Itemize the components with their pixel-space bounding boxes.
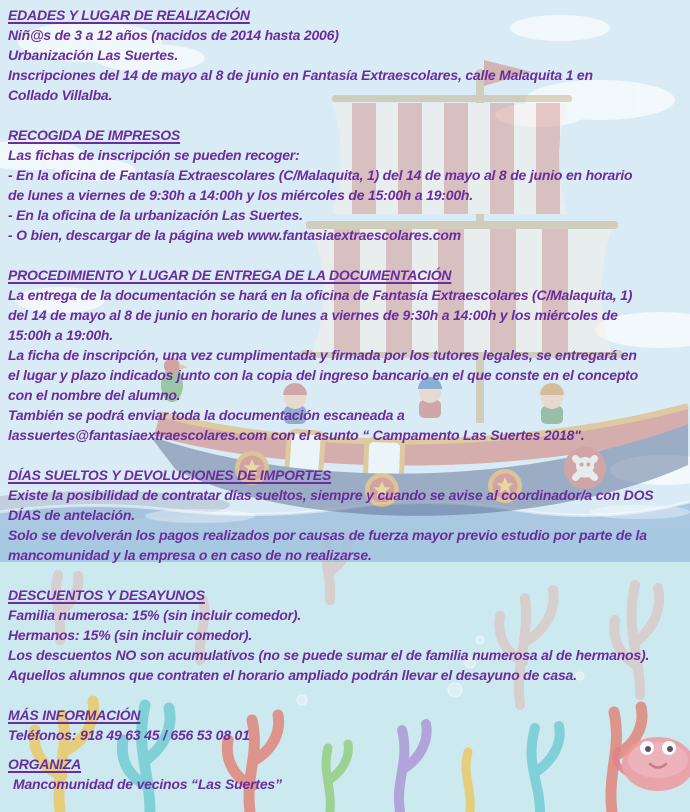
text-line: Niñ@s de 3 a 12 años (nacidos de 2014 hasta 2006) (8, 27, 339, 43)
section-heading: MÁS INFORMACIÓN (8, 707, 141, 723)
section-mas-informacion (8, 705, 682, 745)
text-line: Collado Villalba. (8, 87, 113, 103)
section-dias-sueltos-devoluciones (8, 465, 682, 565)
text-line: Existe la posibilidad de contratar días sueltos, siempre y cuando se avise al coordinador/a con DOS (8, 487, 654, 503)
email-address-line: lassuertes@fantasiaextraescolares.com con el asunto “ Campamento Las Suertes 2018". (8, 427, 585, 443)
section-organiza (8, 754, 682, 794)
text-line: La ficha de inscripción, una vez cumplimentada y firmada por los tutores legales, se entregará en (8, 347, 637, 363)
section-descuentos-desayunos (8, 585, 682, 685)
text-line: 15:00h a 19:00h. (8, 327, 113, 343)
phone-numbers-line: Teléfonos: 918 49 63 45 / 656 53 08 01 (8, 727, 250, 743)
text-line: Inscripciones del 14 de mayo al 8 de junio en Fantasía Extraescolares, calle Malaquita 1 en (8, 67, 593, 83)
section-heading: PROCEDIMIENTO Y LUGAR DE ENTREGA DE LA DOCUMENTACIÓN (8, 267, 452, 283)
text-line: Las fichas de inscripción se pueden recoger: (8, 147, 300, 163)
text-line: DÍAS de antelación. (8, 507, 135, 523)
text-line: - En la oficina de Fantasía Extraescolares (C/Malaquita, 1) del 14 de mayo al 8 de junio en horario (8, 167, 633, 183)
section-recogida-de-impresos (8, 125, 682, 245)
section-heading: DÍAS SUELTOS Y DEVOLUCIONES DE IMPORTES (8, 467, 332, 483)
section-heading: RECOGIDA DE IMPRESOS (8, 127, 181, 143)
section-heading: EDADES Y LUGAR DE REALIZACIÓN (8, 7, 250, 23)
text-line: Familia numerosa: 15% (sin incluir comedor). (8, 607, 302, 623)
text-line: También se podrá enviar toda la documentación escaneada a (8, 407, 405, 423)
text-line: Solo se devolverán los pagos realizados por causas de fuerza mayor previo estudio por parte de la (8, 527, 647, 543)
text-line: con el nombre del alumno. (8, 387, 181, 403)
text-line: del 14 de mayo al 8 de junio en horario de lunes a viernes de 9:30h a 14:00h y los miércoles de (8, 307, 618, 323)
text-line: Hermanos: 15% (sin incluir comedor). (8, 627, 253, 643)
text-line: Aquellos alumnos que contraten el horario ampliado podrán llevar el desayuno de casa. (8, 667, 577, 683)
section-edades-y-lugar (8, 5, 682, 105)
text-line: mancomunidad y la empresa o en caso de no realizarse. (8, 547, 372, 563)
text-line: - En la oficina de la urbanización Las Suertes. (8, 207, 303, 223)
section-heading: DESCUENTOS Y DESAYUNOS (8, 587, 205, 603)
section-heading: ORGANIZA (8, 756, 82, 772)
text-line: La entrega de la documentación se hará en la oficina de Fantasía Extraescolares (C/Malaquita, 1) (8, 287, 633, 303)
section-procedimiento-entrega (8, 265, 682, 445)
text-line: Urbanización Las Suertes. (8, 47, 179, 63)
website-url: - O bien, descargar de la página web www.fantasiaextraescolares.com (8, 227, 461, 243)
organizer-line: Mancomunidad de vecinos “Las Suertes” (13, 776, 282, 792)
text-line: el lugar y plazo indicados junto con la copia del ingreso bancario en el que conste en el concepto (8, 367, 638, 383)
text-line: de lunes a viernes de 9:30h a 14:00h y los miércoles de 15:00h a 19:00h. (8, 187, 473, 203)
text-line: Los descuentos NO son acumulativos (no se puede sumar el de familia numerosa al de hermanos). (8, 647, 650, 663)
